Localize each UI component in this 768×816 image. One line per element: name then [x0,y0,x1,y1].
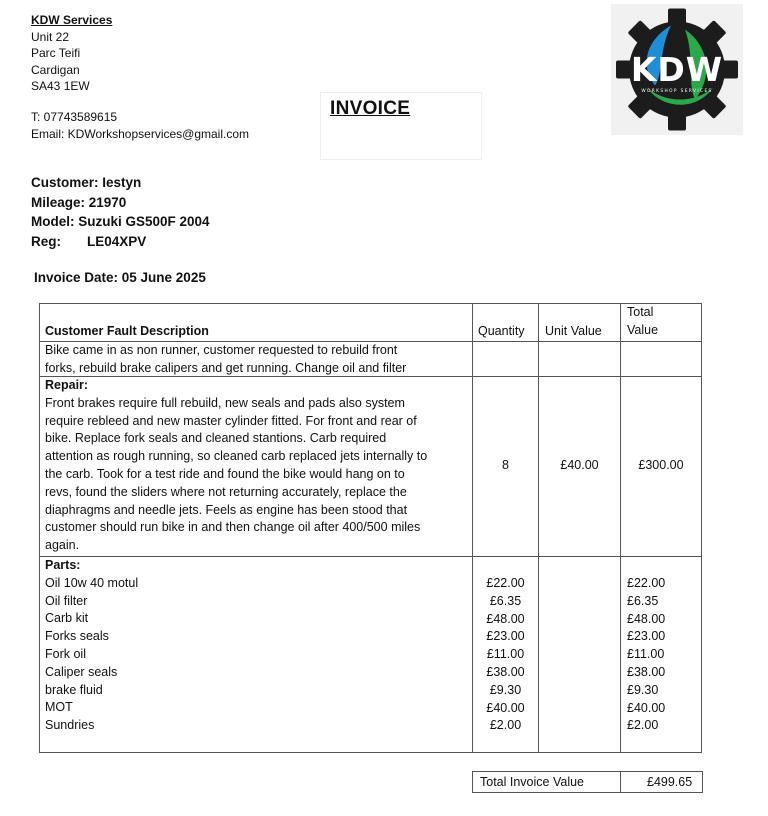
part-total: £48.00 [627,611,666,626]
part-name: Sundries [45,718,95,733]
company-address-block [31,12,112,95]
part-price: £11.00 [486,647,525,662]
total-invoice-label: Total Invoice Value [480,775,584,789]
part-name: Carb kit [45,611,89,626]
fault-description [45,342,470,378]
repair-description [45,377,470,555]
invoice-title: INVOICE [330,98,411,119]
repair-line: the carb. Took for a test ride and found the bike would hang on to [45,466,405,481]
header-unit-value: Unit Value [545,324,602,338]
repair-label: Repair: [45,378,89,392]
address-line: Cardigan [31,62,80,77]
part-total: £38.00 [627,664,666,679]
repair-total: £300.00 [638,458,684,472]
header-description: Customer Fault Description [45,324,209,338]
part-total: £6.35 [627,593,659,608]
total-invoice-divider [620,771,621,793]
part-price: £22.00 [486,576,525,590]
header-quantity: Quantity [478,324,525,338]
repair-quantity: 8 [502,458,509,472]
company-phone: T: 07743589615 [31,110,118,124]
repair-line: Front brakes require full rebuild, new seals and pads also system [45,395,405,410]
part-price: £6.35 [489,593,522,608]
part-price: £38.00 [486,664,525,679]
logo-tagline: WORKSHOP SERVICES [641,89,713,94]
fault-line: forks, rebuild brake calipers and get running. Change oil and filter [45,360,407,375]
repair-line: customer should run bike in and then change oil after 400/500 miles [45,520,421,535]
repair-line: bike. Replace fork seals and cleaned stantions. Carb required [45,431,387,446]
customer-model: Model: Suzuki GS500F 2004 [31,214,210,229]
part-total: £2.00 [627,718,659,733]
column-divider [538,303,539,753]
customer-details [31,173,210,251]
fault-line: Bike came in as non runner, customer requested to rebuild front [45,343,398,357]
table-border-left [39,303,40,753]
part-name: brake fluid [45,682,103,697]
part-total: £22.00 [627,576,666,590]
total-invoice-value: £499.65 [647,775,693,789]
invoice-date: Invoice Date: 05 June 2025 [34,270,206,285]
part-name: Caliper seals [45,664,118,679]
parts-label: Parts: [45,558,81,572]
parts-quantity-column [473,575,538,735]
customer-reg [31,232,210,252]
repair-line: revs, found the sliders where not returning accurately, replace the [45,484,407,499]
part-total: £9.30 [627,682,659,697]
company-name: KDW Services [31,13,113,27]
company-email: Email: KDWorkshopservices@gmail.com [31,126,250,141]
header-total-value: Total Value [627,305,659,337]
part-total: £11.00 [627,647,665,662]
column-divider [620,303,621,753]
part-price: £48.00 [486,611,525,626]
parts-list [45,557,470,735]
part-price: £2.00 [489,718,522,733]
repair-line: diaphragms and needle jets. Feels as engine has been stood that [45,502,408,517]
address-line: SA43 1EW [31,79,90,94]
repair-line: require rebleed and new master cylinder fitted. For front and rear of [45,413,417,428]
table-border-right [701,303,702,753]
part-name: Oil filter [45,593,88,608]
part-total: £40.00 [627,700,666,715]
part-price: £9.30 [489,682,522,697]
part-name: Oil 10w 40 motul [45,575,139,590]
customer-mileage: Mileage: 21970 [31,194,127,210]
part-name: MOT [45,700,73,715]
part-total: £23.00 [627,629,666,644]
reg-label: Reg: [31,233,61,249]
customer-name: Customer: Iestyn [31,175,142,190]
table-border-top [39,303,702,304]
logo-letters: KDW [630,50,724,89]
part-price: £23.00 [486,629,525,644]
part-name: Fork oil [45,646,86,661]
reg-value: LE04XPV [87,233,147,249]
table-border-bottom [39,752,702,753]
parts-total-column [627,575,699,735]
address-line: Unit 22 [31,29,70,44]
part-name: Forks seals [45,629,109,644]
company-contact-block [31,109,249,142]
repair-unit-value: £40.00 [560,458,599,472]
part-price: £40.00 [486,700,525,715]
repair-line: again. [45,538,80,553]
repair-line: attention as rough running, so cleaned carb replaced jets internally to [45,449,428,464]
kdw-logo [611,4,743,135]
address-line: Parc Teifi [31,46,81,61]
